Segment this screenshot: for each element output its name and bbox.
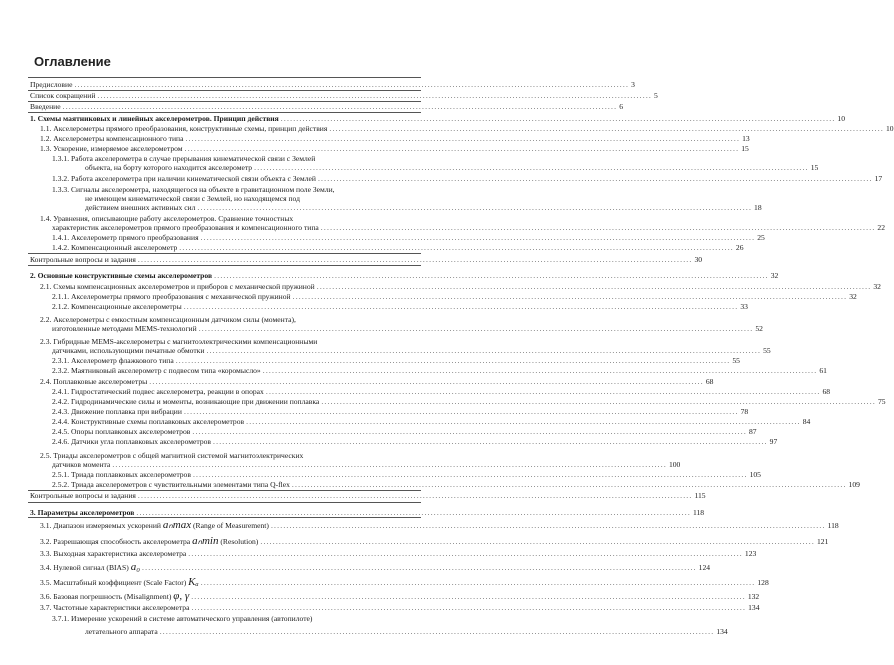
toc-entry[interactable]: Контрольные вопросы и задания ................................................................................................................................................................................... 30 bbox=[30, 255, 703, 264]
toc-entry[interactable]: 2.4.5. Опоры поплавковых акселерометров ................................................................................................................................................................................... 87 bbox=[52, 427, 757, 436]
toc-entry-line[interactable]: 2.3. Гибридные MEMS-акселерометры с магнитоэлектрическими компенсационными bbox=[40, 337, 318, 346]
math-symbol: aₙmax bbox=[162, 519, 192, 531]
page-title: Оглавление bbox=[34, 54, 111, 69]
toc-entry[interactable]: 1.3.2. Работа акселерометра при наличии кинематической связи объекта с Землей ................................................................................................................................................................................... 17 bbox=[52, 174, 883, 183]
divider bbox=[28, 517, 421, 518]
toc-entry[interactable]: 2.5.1. Триада поплавковых акселерометров ................................................................................................................................................................................... 105 bbox=[52, 470, 761, 479]
divider bbox=[28, 502, 421, 503]
toc-entry[interactable]: 1.4.1. Акселерометр прямого преобразования ................................................................................................................................................................................... 25 bbox=[52, 233, 765, 242]
divider bbox=[28, 77, 421, 78]
toc-entry[interactable]: 2.4.6. Датчики угла поплавковых акселерометров ................................................................................................................................................................................... 97 bbox=[52, 437, 778, 446]
toc-entry[interactable]: 2.3.2. Маятниковый акселерометр с подвесом типа «коромысло» ................................................................................................................................................................................... 61 bbox=[52, 366, 827, 375]
toc-entry-line[interactable]: 1.3.1. Работа акселерометра в случае прерывания кинематической связи с Землей bbox=[52, 154, 316, 163]
toc-entry-line[interactable]: 2.2. Акселерометры с емкостным компенсационным датчиком силы (момента), bbox=[40, 315, 296, 324]
toc-entry[interactable]: Список сокращений ................................................................................................................................................................................... 5 bbox=[30, 91, 658, 100]
toc-entry[interactable]: летательного аппарата ................................................................................................................................................................................... 134 bbox=[85, 627, 728, 636]
math-symbol: Kₐ bbox=[188, 576, 199, 588]
toc-entry[interactable]: 3.5. Масштабный коэффициент (Scale Factor) Kₐ ................................................................................................................................................................................... 128 bbox=[40, 576, 769, 588]
toc-entry[interactable]: 2.1.2. Компенсационные акселерометры ................................................................................................................................................................................... 33 bbox=[52, 302, 748, 311]
math-symbol: φ, γ bbox=[173, 590, 190, 602]
toc-entry-line[interactable]: 3.7.1. Измерение ускорений в системе автоматического управления (автопилоте) bbox=[52, 614, 313, 623]
toc-chapter-1[interactable]: 1. Схемы маятниковых и линейных акселерометров. Принцип действия ................................................................................................................................................................................... 10 bbox=[30, 114, 846, 123]
toc-entry[interactable]: датчиков момента ................................................................................................................................................................................... 100 bbox=[52, 460, 681, 469]
divider bbox=[28, 265, 421, 266]
toc-entry[interactable]: Введение ................................................................................................................................................................................... 6 bbox=[30, 102, 624, 111]
toc-entry[interactable]: 3.7. Частотные характеристики акселерометра ................................................................................................................................................................................... 134 bbox=[40, 603, 760, 612]
toc-entry-line[interactable]: 2.5. Триады акселерометров с общей магнитной системой магнитоэлектрических bbox=[40, 451, 304, 460]
toc-entry[interactable]: характеристик акселерометров прямого преобразования и компенсационного типа ................................................................................................................................................................................... 22 bbox=[52, 223, 886, 232]
toc-entry-line[interactable]: 1.4. Уравнения, описывающие работу акселерометров. Сравнение точностных bbox=[40, 214, 294, 223]
toc-entry[interactable]: 2.3.1. Акселерометр флажкового типа ................................................................................................................................................................................... 55 bbox=[52, 356, 740, 365]
divider bbox=[28, 253, 421, 254]
toc-entry[interactable]: 2.4.1. Гидростатический подвес акселерометра, реакции в опорах ................................................................................................................................................................................... 68 bbox=[52, 387, 831, 396]
toc-entry[interactable]: 2.5.2. Триада акселерометров с чувствительными элементами типа Q-flex ................................................................................................................................................................................... 109 bbox=[52, 480, 860, 489]
toc-entry[interactable]: изготовленные методами MEMS-технологий ................................................................................................................................................................................... 52 bbox=[52, 324, 763, 333]
toc-chapter-2[interactable]: 2. Основные конструктивные схемы акселерометров ................................................................................................................................................................................... 32 bbox=[30, 271, 779, 280]
toc-entry[interactable]: 3.2. Разрешающая способность акселерометра aₙmin (Resolution) ................................................................................................................................................................................... 121 bbox=[40, 535, 829, 547]
toc-entry[interactable]: действием внешних активных сил ................................................................................................................................................................................... 18 bbox=[85, 203, 762, 212]
toc-entry[interactable]: 2.4.3. Движение поплавка при вибрации ................................................................................................................................................................................... 78 bbox=[52, 407, 749, 416]
toc-entry[interactable]: датчиками, использующими печатные обмотки ................................................................................................................................................................................... 55 bbox=[52, 346, 771, 355]
toc-entry[interactable]: 3.3. Выходная характеристика акселерометра ................................................................................................................................................................................... 123 bbox=[40, 549, 757, 558]
toc-entry[interactable]: 1.2. Акселерометры компенсационного типа ................................................................................................................................................................................... 13 bbox=[40, 134, 750, 143]
math-symbol: a₀ bbox=[130, 561, 141, 573]
toc-entry[interactable]: 2.4.4. Конструктивные схемы поплавковых акселерометров ................................................................................................................................................................................... 84 bbox=[52, 417, 811, 426]
toc-entry-line[interactable]: не имеющем кинематической связи с Землей, но находящемся под bbox=[85, 194, 300, 203]
divider bbox=[28, 112, 421, 113]
math-symbol: aₙmin bbox=[192, 535, 219, 547]
toc-entry-line[interactable]: 1.3.3. Сигналы акселерометра, находящегося на объекте в гравитационном поле Земли, bbox=[52, 185, 335, 194]
toc-entry[interactable]: 3.1. Диапазон измеряемых ускорений aₙmax (Range of Measurement) ................................................................................................................................................................................... 118 bbox=[40, 519, 839, 531]
toc-entry[interactable]: 1.3. Ускорение, измеряемое акселерометром ................................................................................................................................................................................... 15 bbox=[40, 144, 749, 153]
toc-entry[interactable]: 2.1. Схемы компенсационных акселерометров и приборов с механической пружиной ................................................................................................................................................................................... 32 bbox=[40, 282, 881, 291]
toc-entry[interactable]: Контрольные вопросы и задания ................................................................................................................................................................................... 115 bbox=[30, 491, 706, 500]
toc-entry[interactable]: объекта, на борту которого находится акселерометр ................................................................................................................................................................................... 15 bbox=[85, 163, 819, 172]
toc-entry[interactable]: 1.1. Акселерометры прямого преобразования, конструктивные схемы, принцип действия ................................................................................................................................................................................... 10 bbox=[40, 124, 894, 133]
toc-entry[interactable]: 2.4. Поплавковые акселерометры ................................................................................................................................................................................... 68 bbox=[40, 377, 714, 386]
toc-entry[interactable]: 3.4. Нулевой сигнал (BIAS) a₀ ................................................................................................................................................................................... 124 bbox=[40, 561, 711, 573]
toc-chapter-3[interactable]: 3. Параметры акселерометров ................................................................................................................................................................................... 118 bbox=[30, 508, 705, 517]
toc-entry[interactable]: 3.6. Базовая погрешность (Misalignment) φ, γ ................................................................................................................................................................................... 132 bbox=[40, 590, 760, 602]
toc-entry[interactable]: 2.1.1. Акселерометры прямого преобразования с механической пружиной ................................................................................................................................................................................... 32 bbox=[52, 292, 857, 301]
toc-entry[interactable]: Предисловие ................................................................................................................................................................................... 3 bbox=[30, 80, 635, 89]
toc-entry[interactable]: 2.4.2. Гидродинамические силы и моменты, возникающие при движении поплавка ................................................................................................................................................................................... 75 bbox=[52, 397, 886, 406]
toc-entry[interactable]: 1.4.2. Компенсационный акселерометр ................................................................................................................................................................................... 26 bbox=[52, 243, 744, 252]
